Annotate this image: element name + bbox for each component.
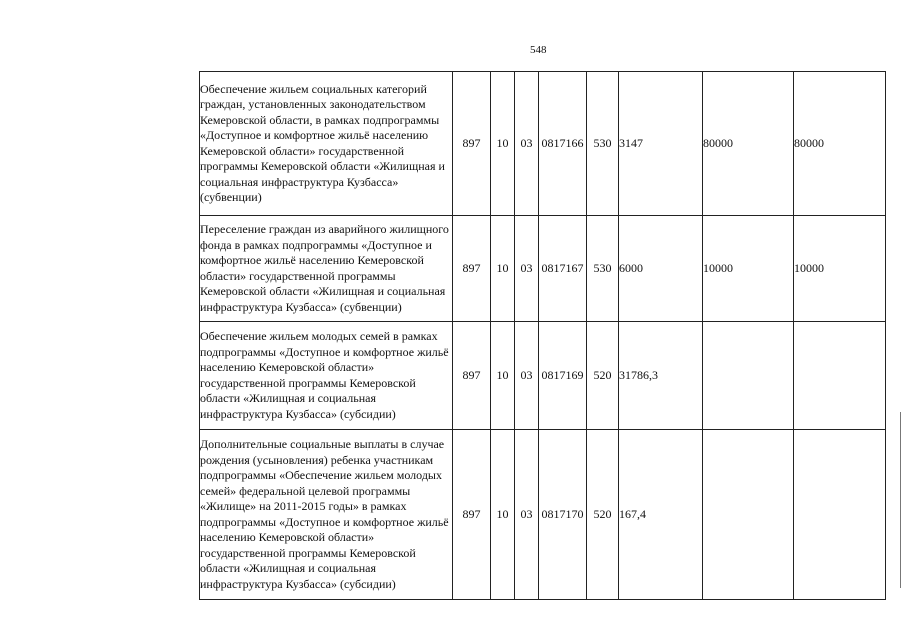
subsection-code: 03	[515, 216, 539, 322]
amount-3	[794, 430, 886, 600]
expense-type-code: 530	[587, 72, 619, 216]
subsection-code: 03	[515, 430, 539, 600]
item-name: Обеспечение жильем социальных категорий граждан, установленных законодательством Кемеровской области, в рамках подпрограммы «Доступное и комфортное жильё населению Кемеровской области» государственной программы Кемеровской области «Жилищная и социальная инфраструктура Кузбасса» (субвенции)	[200, 72, 453, 216]
table-row	[200, 322, 886, 430]
target-article-code: 0817166	[539, 72, 587, 216]
amount-1: 3147	[619, 72, 703, 216]
section-code: 10	[491, 216, 515, 322]
amount-2	[703, 322, 794, 430]
item-name: Дополнительные социальные выплаты в случае рождения (усыновления) ребенка участникам подпрограммы «Обеспечение жильем молодых семей» федеральной целевой программы «Жилище» на 2011-2015 годы» в рамках подпрограммы «Доступное и комфортное жильё населению Кемеровской области» государственной программы Кемеровской области «Жилищная и социальная инфраструктура Кузбасса» (субсидии)	[200, 430, 453, 600]
amount-3: 80000	[794, 72, 886, 216]
section-code: 10	[491, 322, 515, 430]
amount-2	[703, 430, 794, 600]
table-row	[200, 72, 886, 216]
target-article-code: 0817169	[539, 322, 587, 430]
amount-2: 10000	[703, 216, 794, 322]
amount-1: 6000	[619, 216, 703, 322]
expense-type-code: 530	[587, 216, 619, 322]
ministry-code: 897	[453, 216, 491, 322]
table-row	[200, 430, 886, 600]
scan-edge-line	[900, 412, 901, 588]
subsection-code: 03	[515, 72, 539, 216]
expense-type-code: 520	[587, 322, 619, 430]
item-name: Переселение граждан из аварийного жилищного фонда в рамках подпрограммы «Доступное и комфортное жильё населению Кемеровской области» государственной программы Кемеровской области «Жилищная и социальная инфраструктура Кузбасса» (субвенции)	[200, 216, 453, 322]
ministry-code: 897	[453, 322, 491, 430]
amount-1: 167,4	[619, 430, 703, 600]
expense-type-code: 520	[587, 430, 619, 600]
target-article-code: 0817167	[539, 216, 587, 322]
ministry-code: 897	[453, 72, 491, 216]
amount-3	[794, 322, 886, 430]
item-name: Обеспечение жильем молодых семей в рамках подпрограммы «Доступное и комфортное жильё населению Кемеровской области» государственной программы Кемеровской области «Жилищная и социальная инфраструктура Кузбасса» (субсидии)	[200, 322, 453, 430]
amount-3: 10000	[794, 216, 886, 322]
page-number: 548	[530, 44, 547, 56]
subsection-code: 03	[515, 322, 539, 430]
ministry-code: 897	[453, 430, 491, 600]
amount-1: 31786,3	[619, 322, 703, 430]
amount-2: 80000	[703, 72, 794, 216]
budget-table	[199, 71, 886, 600]
section-code: 10	[491, 72, 515, 216]
target-article-code: 0817170	[539, 430, 587, 600]
section-code: 10	[491, 430, 515, 600]
table-row	[200, 216, 886, 322]
